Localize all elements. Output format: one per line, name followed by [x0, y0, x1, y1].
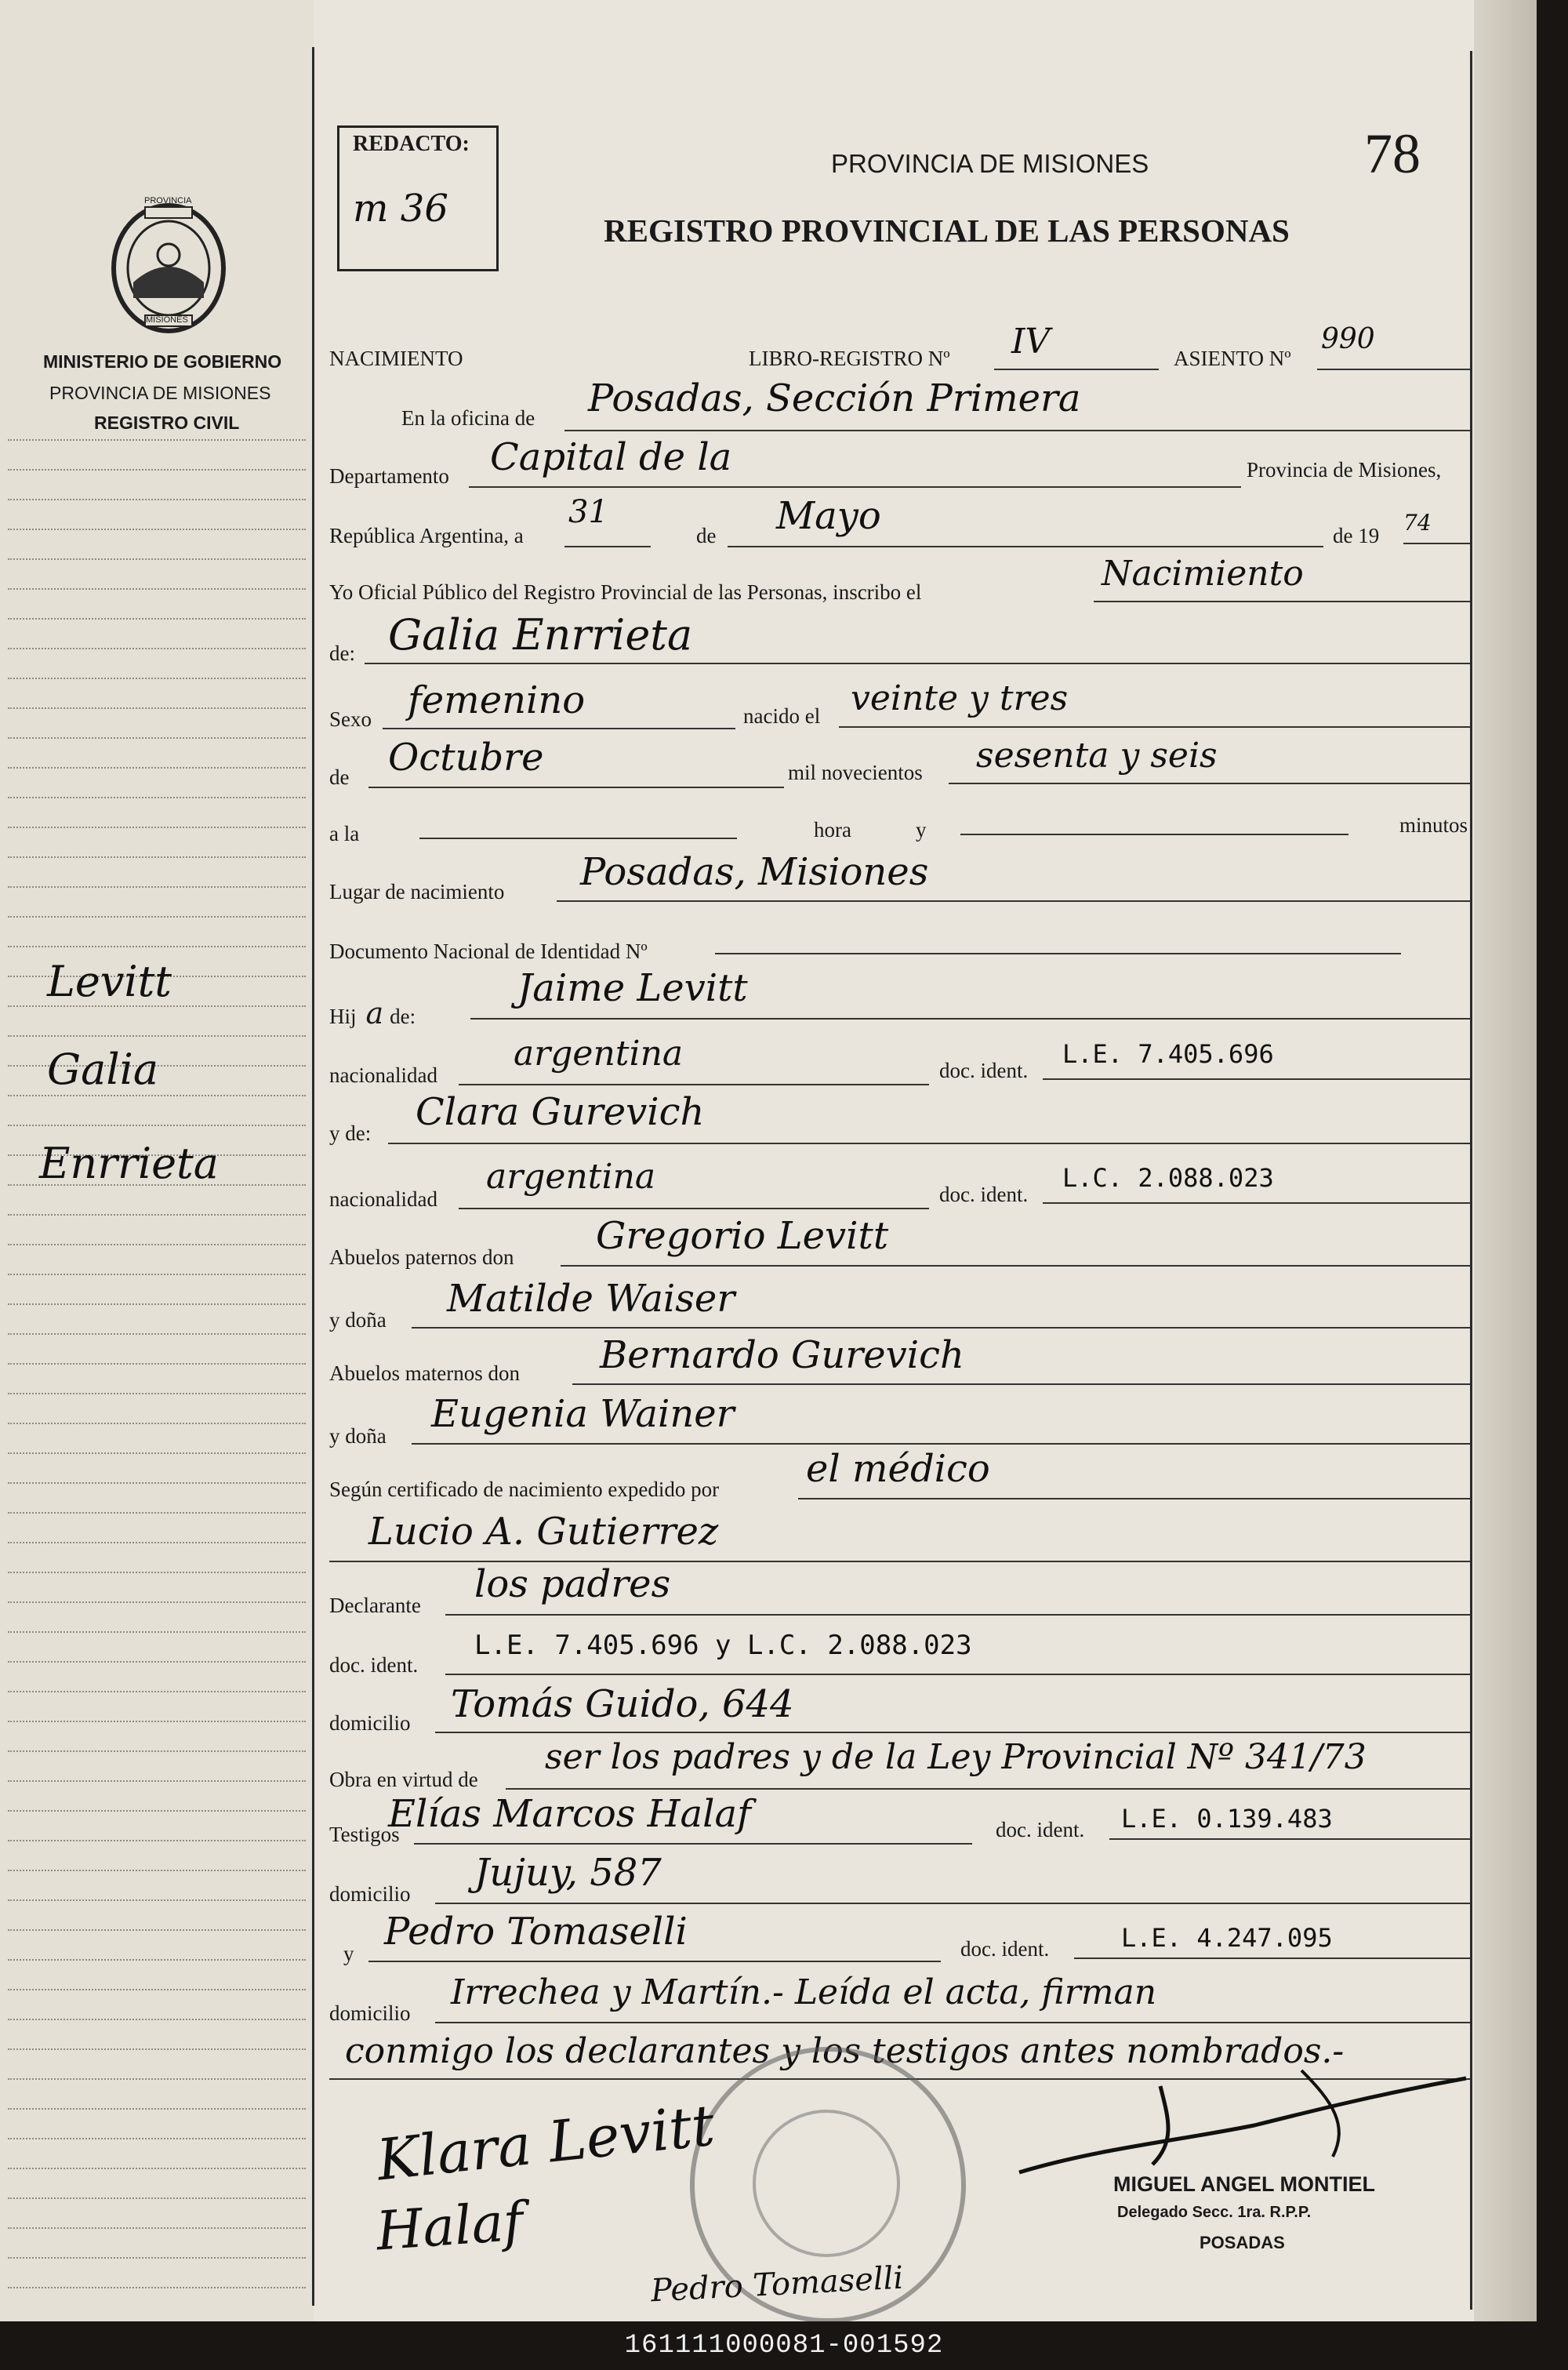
- ledger-rule: [8, 2197, 306, 2199]
- minutos-label: minutos: [1399, 813, 1468, 837]
- ledger-rule: [8, 1870, 306, 1871]
- month-value: Mayo: [776, 494, 881, 538]
- ledger-rule: [8, 648, 306, 649]
- sexo-value: femenino: [408, 678, 586, 722]
- official-title: Delegado Secc. 1ra. R.P.P.: [1117, 2204, 1312, 2221]
- signature-witness-1: Halaf: [374, 2190, 525, 2263]
- republica-label: República Argentina, a: [329, 524, 524, 547]
- abuelo-mat-value: Bernardo Gurevich: [600, 1333, 964, 1377]
- ledger-rule: [8, 2168, 306, 2169]
- ledger-rule: [8, 1125, 306, 1126]
- segun-value: el médico: [806, 1447, 990, 1491]
- ledger-rule: [8, 1780, 306, 1782]
- sexo-label: Sexo: [329, 707, 372, 731]
- father-doc-value: L.E. 7.405.696: [1062, 1039, 1274, 1069]
- testigo1-dom-value: Jujuy, 587: [474, 1851, 662, 1895]
- departamento-label: Departamento: [329, 464, 449, 488]
- domicilio-label: domicilio: [329, 1711, 411, 1735]
- official-signature-icon: [1004, 2055, 1474, 2180]
- ledger-rule: [8, 1750, 306, 1752]
- decl-doc-value: L.E. 7.405.696 y L.C. 2.088.023: [474, 1630, 972, 1661]
- ledger-rule: [8, 678, 306, 679]
- mother-name: Clara Gurevich: [416, 1090, 705, 1134]
- ledger-rule: [8, 618, 306, 620]
- abuela-mat-label: y doña: [329, 1424, 387, 1448]
- de-label: de: [696, 524, 717, 547]
- ledger-rule: [8, 439, 306, 441]
- ledger-rule: [8, 1810, 306, 1812]
- child-name: Galia Enrrieta: [388, 610, 693, 660]
- ledger-rule: [8, 2227, 306, 2229]
- ledger-rule: [8, 558, 306, 560]
- closing-text: conmigo los declarantes y los testigos antes nombrados.-: [345, 2031, 1345, 2071]
- testigo1-doc-label: doc. ident.: [996, 1818, 1085, 1841]
- mother-nat-value: argentina: [486, 1157, 656, 1197]
- ledger-rule: [8, 1303, 306, 1305]
- margin-name-2: Enrrieta: [39, 1139, 219, 1188]
- ledger-rule: [8, 1363, 306, 1365]
- ledger-rule: [8, 1452, 306, 1454]
- abuela-mat-value: Eugenia Wainer: [431, 1392, 735, 1436]
- ledger-rule: [8, 1214, 306, 1216]
- obra-label: Obra en virtud de: [329, 1768, 478, 1791]
- day-value: 31: [568, 494, 608, 530]
- decl-doc-label: doc. ident.: [329, 1653, 419, 1677]
- ledger-rule: [8, 1542, 306, 1543]
- registry-label: REGISTRO CIVIL: [94, 413, 240, 433]
- oficina-label: En la oficina de: [401, 406, 535, 430]
- medico-value: Lucio A. Gutierrez: [368, 1510, 719, 1554]
- ledger-rule: [8, 856, 306, 858]
- testigo2-value: Pedro Tomaselli: [384, 1910, 688, 1954]
- ledger-rule: [8, 737, 306, 739]
- margin-name-1: Galia: [47, 1045, 159, 1094]
- redacto-value: m 36: [353, 187, 448, 231]
- margin-divider: [312, 47, 314, 2306]
- father-name: Jaime Levitt: [517, 966, 748, 1010]
- lugar-value: Posadas, Misiones: [580, 850, 929, 894]
- ledger-rule: [8, 1393, 306, 1394]
- mother-doc-value: L.C. 2.088.023: [1062, 1163, 1274, 1193]
- ledger-rule: [8, 2108, 306, 2110]
- abuelo-pat-value: Gregorio Levitt: [596, 1214, 889, 1258]
- ledger-rule: [8, 1482, 306, 1484]
- testigo1-value: Elías Marcos Halaf: [388, 1792, 751, 1836]
- ledger-rule: [8, 2287, 306, 2288]
- ministry-label: MINISTERIO DE GOBIERNO: [43, 351, 282, 372]
- record-type: NACIMIENTO: [329, 347, 463, 370]
- ala-label: a la: [329, 822, 360, 845]
- ledger-rule: [8, 1631, 306, 1633]
- hora-label: hora: [814, 818, 851, 841]
- official-name: MIGUEL ANGEL MONTIEL: [1113, 2172, 1376, 2196]
- inscribo-value: Nacimiento: [1102, 554, 1304, 594]
- ledger-rule: [8, 707, 306, 709]
- ledger-rule: [8, 529, 306, 530]
- ledger-rule: [8, 1929, 306, 1931]
- year-value: 74: [1403, 510, 1432, 536]
- redacto-label: REDACTO:: [353, 132, 470, 156]
- ledger-rule: [8, 1512, 306, 1514]
- ledger-rule: [8, 1423, 306, 1424]
- ledger-rule: [8, 886, 306, 888]
- lugar-label: Lugar de nacimiento: [329, 880, 505, 903]
- dni-label: Documento Nacional de Identidad Nº: [329, 940, 648, 963]
- ledger-rule: [8, 916, 306, 918]
- de2-label: de:: [329, 642, 355, 665]
- asiento-value: 990: [1321, 323, 1375, 355]
- libro-label: LIBRO-REGISTRO Nº: [749, 347, 950, 370]
- departamento-value: Capital de la: [490, 435, 732, 479]
- ledger-rule: [8, 1989, 306, 1990]
- abuela-pat-value: Matilde Waiser: [447, 1277, 735, 1321]
- ledger-rule: [8, 2257, 306, 2259]
- testigo1-dom-label: domicilio: [329, 1882, 411, 1906]
- mother-doc-label: doc. ident.: [939, 1183, 1029, 1206]
- testigo1-doc-value: L.E. 0.139.483: [1121, 1804, 1333, 1834]
- crest-text-top: PROVINCIA: [144, 196, 192, 205]
- ledger-rule: [8, 2078, 306, 2080]
- ledger-rule: [8, 946, 306, 947]
- page-number: 78: [1364, 122, 1421, 185]
- father-nat-label: nacionalidad: [329, 1063, 437, 1087]
- asiento-label: ASIENTO Nº: [1174, 347, 1291, 370]
- abuela-pat-label: y doña: [329, 1308, 387, 1332]
- year-label: de 19: [1333, 524, 1380, 547]
- ledger-rule: [8, 1095, 306, 1096]
- provincia-suffix: Provincia de Misiones,: [1247, 458, 1442, 482]
- birth-month-value: Octubre: [388, 736, 544, 780]
- ledger-rule: [8, 1691, 306, 1692]
- registry-stamp-inner: [753, 2110, 900, 2257]
- obra-value: ser los padres y de la Ley Provincial Nº 341/73: [545, 1737, 1367, 1777]
- testigo2-dom-label: domicilio: [329, 2001, 411, 2025]
- ledger-rule: [8, 797, 306, 798]
- mil-label: mil novecientos: [788, 761, 923, 784]
- father-nat-value: argentina: [514, 1034, 684, 1074]
- header-province: PROVINCIA DE MISIONES: [831, 149, 1149, 178]
- ledger-rule: [8, 1959, 306, 1961]
- birth-year-value: sesenta y seis: [976, 736, 1218, 776]
- segun-label: Según certificado de nacimiento expedido por: [329, 1478, 720, 1501]
- header-registry: REGISTRO PROVINCIAL DE LAS PERSONAS: [604, 213, 1290, 249]
- margin-surname: Levitt: [47, 957, 172, 1006]
- nacido-value: veinte y tres: [851, 678, 1069, 718]
- y2-label: y: [343, 1942, 354, 1965]
- crest-text-bottom: MISIONES: [146, 315, 188, 325]
- ledger-rule: [8, 1572, 306, 1573]
- mother-nat-label: nacionalidad: [329, 1187, 437, 1211]
- ledger-rule: [8, 1840, 306, 1841]
- ledger-rule: [8, 827, 306, 828]
- signature-witness-2: Pedro Tomaselli: [650, 2259, 905, 2310]
- testigo2-dom-value: Irrechea y Martín.- Leída el acta, firman: [451, 1972, 1157, 2012]
- signature-mother: Klara Levitt: [373, 2092, 718, 2194]
- oficina-value: Posadas, Sección Primera: [588, 376, 1081, 420]
- declarante-label: Declarante: [329, 1594, 421, 1617]
- abuelos-pat-label: Abuelos paternos don: [329, 1245, 514, 1269]
- inscribo-label: Yo Oficial Público del Registro Provincial de las Personas, inscribo el: [329, 580, 922, 604]
- official-city: POSADAS: [1200, 2233, 1285, 2252]
- libro-value: IV: [1011, 322, 1051, 362]
- testigo2-doc-label: doc. ident.: [960, 1937, 1050, 1961]
- y-label: y: [916, 818, 927, 841]
- ledger-rule: [8, 469, 306, 471]
- province-label: PROVINCIA DE MISIONES: [49, 383, 271, 403]
- ledger-rule: [8, 1274, 306, 1275]
- testigo2-doc-value: L.E. 4.247.095: [1121, 1923, 1333, 1953]
- ledger-rule: [8, 1244, 306, 1245]
- domicilio-value: Tomás Guido, 644: [451, 1682, 794, 1726]
- ledger-rule: [8, 2048, 306, 2050]
- declarante-value: los padres: [474, 1562, 671, 1606]
- testigos-label: Testigos: [329, 1823, 400, 1846]
- ledger-rule: [8, 1899, 306, 1901]
- de3-label: de: [329, 765, 350, 789]
- hija-label: Hij a de:: [329, 996, 416, 1031]
- ledger-rule: [8, 588, 306, 590]
- page-edge: [1474, 0, 1537, 2321]
- ledger-rule: [8, 1661, 306, 1663]
- ledger-rule: [8, 767, 306, 769]
- yde-label: y de:: [329, 1121, 372, 1145]
- ledger-rule: [8, 2138, 306, 2139]
- ledger-rule: [8, 1601, 306, 1603]
- nacido-label: nacido el: [743, 704, 821, 728]
- ledger-rule: [8, 499, 306, 500]
- ledger-rule: [8, 1333, 306, 1335]
- ledger-rule: [8, 2019, 306, 2020]
- ledger-rule: [8, 1035, 306, 1037]
- ledger-rule: [8, 1721, 306, 1722]
- footer-image-id: 161111000081-001592: [624, 2331, 944, 2361]
- abuelos-mat-label: Abuelos maternos don: [329, 1361, 520, 1385]
- father-doc-label: doc. ident.: [939, 1059, 1029, 1082]
